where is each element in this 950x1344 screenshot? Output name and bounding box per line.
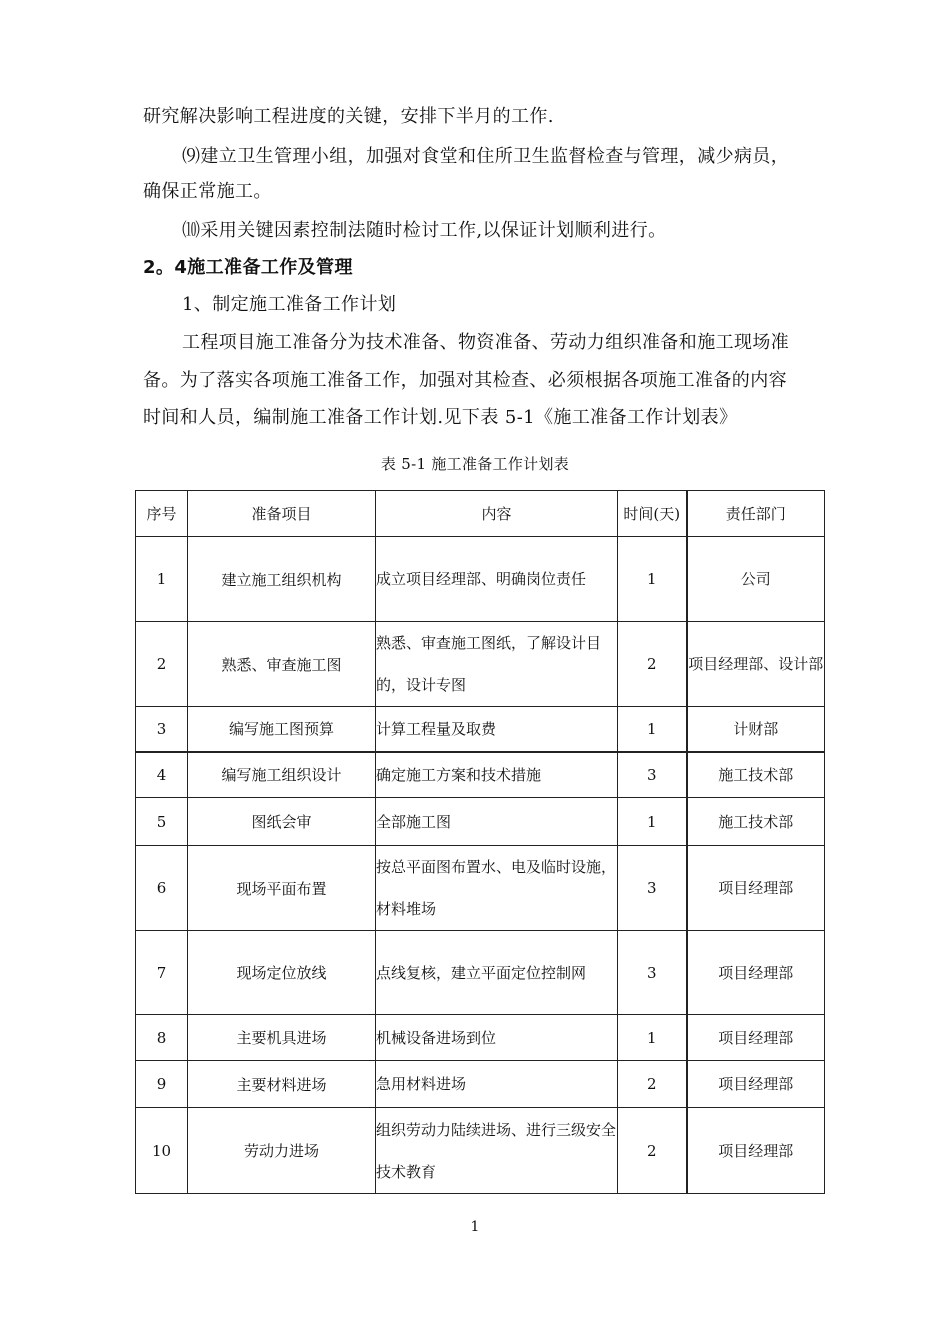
row-no: 2 [136,622,188,707]
row-time: 1 [618,537,687,622]
row-time: 2 [618,1108,687,1194]
row-dept: 项目经理部 [687,1108,825,1194]
row-no: 9 [136,1061,188,1108]
row-dept: 施工技术部 [687,752,825,798]
row-no: 4 [136,752,188,798]
row-content: 按总平面图布置水、电及临时设施，材料堆场 [376,846,618,931]
table-row [136,752,825,798]
row-dept: 项目经理部 [687,846,825,931]
row-content: 确定施工方案和技术措施 [376,752,618,798]
header-item: 准备项目 [188,491,376,537]
paragraph-line: ⑼建立卫生管理小组，加强对食堂和住所卫生监督检查与管理，减少病员， [182,146,790,167]
row-time: 1 [618,707,687,752]
row-time: 3 [618,752,687,798]
header-dept: 责任部门 [687,491,825,537]
row-content: 急用材料进场 [376,1061,618,1108]
row-no: 3 [136,707,188,752]
table-row [136,846,825,931]
header-content: 内容 [376,491,618,537]
row-no: 6 [136,846,188,931]
row-item: 建立施工组织机构 [188,537,376,622]
row-content: 熟悉、审查施工图纸，了解设计目的，设计专图 [376,622,618,707]
row-content: 机械设备进场到位 [376,1015,618,1061]
table-row [136,931,825,1015]
row-dept: 项目经理部、设计部 [687,622,825,707]
row-time: 3 [618,931,687,1015]
row-time: 3 [618,846,687,931]
row-time: 2 [618,1061,687,1108]
table-row [136,537,825,622]
paragraph-line: 研究解决影响工程进度的关键，安排下半月的工作. [143,106,554,127]
section-heading: 2。4施工准备工作及管理 [143,257,353,278]
row-content: 全部施工图 [376,798,618,846]
subsection-heading: 1、制定施工准备工作计划 [182,294,397,315]
row-item: 编写施工图预算 [188,707,376,752]
row-item: 编写施工组织设计 [188,752,376,798]
table-row [136,707,825,752]
row-no: 8 [136,1015,188,1061]
row-dept: 项目经理部 [687,931,825,1015]
table-row [136,622,825,707]
header-no: 序号 [136,491,188,537]
row-dept: 公司 [687,537,825,622]
row-time: 1 [618,1015,687,1061]
row-content: 点线复核，建立平面定位控制网 [376,931,618,1015]
paragraph-line: 备。为了落实各项施工准备工作，加强对其检查、必须根据各项施工准备的内容 [143,370,787,391]
row-dept: 计财部 [687,707,825,752]
row-no: 5 [136,798,188,846]
paragraph-line: ⑽采用关键因素控制法随时检讨工作,以保证计划顺利进行。 [182,220,667,241]
preparation-plan-table [135,490,825,1194]
row-item: 主要机具进场 [188,1015,376,1061]
table-row [136,1108,825,1194]
paragraph-line: 时间和人员，编制施工准备工作计划.见下表 5-1《施工准备工作计划表》 [143,407,738,428]
page-number: 1 [470,1219,480,1235]
paragraph-line: 确保正常施工。 [143,181,272,202]
row-no: 1 [136,537,188,622]
row-item: 现场平面布置 [188,846,376,931]
row-dept: 项目经理部 [687,1061,825,1108]
row-item: 图纸会审 [188,798,376,846]
row-item: 熟悉、审查施工图 [188,622,376,707]
header-time: 时间(天) [618,491,687,537]
row-dept: 项目经理部 [687,1015,825,1061]
row-item: 现场定位放线 [188,931,376,1015]
row-time: 1 [618,798,687,846]
table-caption: 表 5-1 施工准备工作计划表 [380,455,570,473]
table-row [136,1061,825,1108]
row-dept: 施工技术部 [687,798,825,846]
row-content: 组织劳动力陆续进场、进行三级安全技术教育 [376,1108,618,1194]
row-content: 计算工程量及取费 [376,707,618,752]
row-item: 主要材料进场 [188,1061,376,1108]
paragraph-line: 工程项目施工准备分为技术准备、物资准备、劳动力组织准备和施工现场准 [182,332,790,353]
row-time: 2 [618,622,687,707]
table-row [136,798,825,846]
row-item: 劳动力进场 [188,1108,376,1194]
table-row [136,1015,825,1061]
row-no: 7 [136,931,188,1015]
table-header-row [136,491,825,537]
row-no: 10 [136,1108,188,1194]
row-content: 成立项目经理部、明确岗位责任 [376,537,618,622]
